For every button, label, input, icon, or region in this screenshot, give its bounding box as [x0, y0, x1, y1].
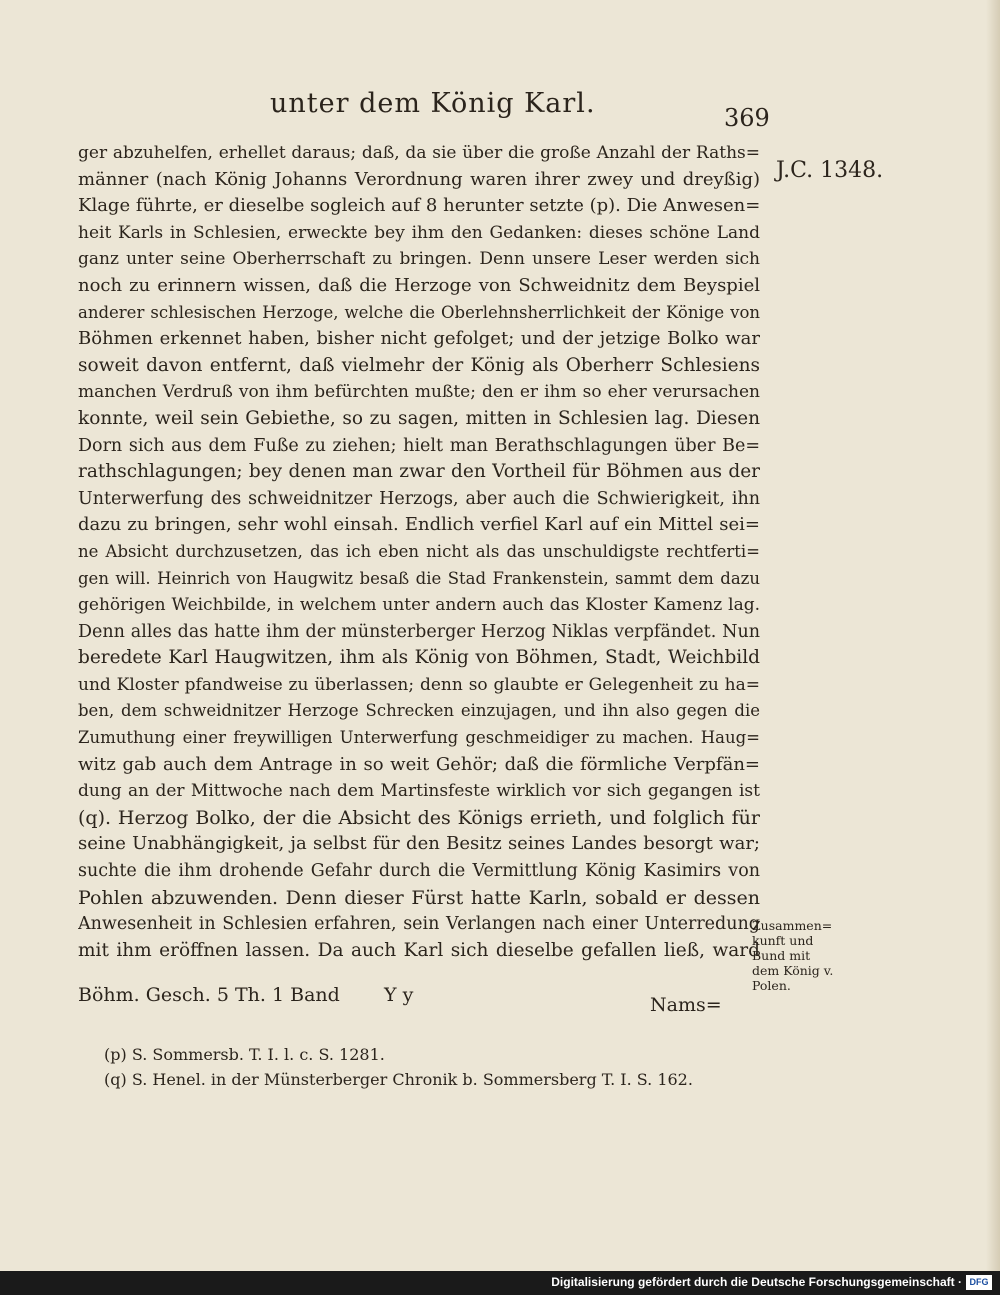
text-line: mit ihm eröffnen lassen. Da auch Karl sich dieselbe gefallen ließ, ward — [78, 939, 760, 961]
text-line: heit Karls in Schlesien, erweckte bey ihm den Gedanken: dieses schöne Land — [78, 222, 760, 243]
text-line: und Kloster pfandweise zu überlassen; denn so glaubte er Gelegenheit zu ha= — [78, 674, 760, 695]
sidenote-line: Bund mit — [752, 948, 811, 963]
funding-credit: Digitalisierung gefördert durch die Deutsche Forschungsgemeinschaft · — [551, 1275, 962, 1289]
sidenote-line: Zusammen= — [752, 918, 833, 933]
sidenote — [752, 918, 852, 993]
dfg-logo: DFG — [966, 1275, 992, 1290]
bottom-bar — [0, 1271, 1000, 1295]
text-line: ben, dem schweidnitzer Herzoge Schrecken einzujagen, und ihn also gegen die — [78, 701, 760, 721]
text-line: manchen Verdruß von ihm befürchten mußte; den er ihm so eher verursachen — [78, 382, 760, 403]
text-line: konnte, weil sein Gebiethe, so zu sagen, mitten in Schlesien lag. Diesen — [78, 407, 760, 429]
sidenote-line: dem König v. — [752, 963, 834, 978]
text-line: Pohlen abzuwenden. Denn dieser Fürst hatte Karln, sobald er dessen — [78, 886, 760, 909]
signature-label: Böhm. Gesch. 5 Th. 1 Band — [78, 984, 340, 1006]
text-line: ger abzuhelfen, erhellet daraus; daß, da sie über die große Anzahl der Raths= — [78, 143, 760, 163]
page-number: 369 — [724, 104, 770, 132]
sidenote-line: Polen. — [752, 978, 791, 993]
margin-year: J.C. 1348. — [776, 158, 884, 183]
text-line: Unterwerfung des schweidnitzer Herzogs, aber auch die Schwierigkeit, ihn — [78, 488, 760, 509]
body-text — [78, 140, 760, 964]
footnote: (p) S. Sommersb. T. I. l. c. S. 1281. — [104, 1045, 385, 1064]
sidenote-line: kunft und — [752, 933, 814, 948]
text-line: beredete Karl Haugwitzen, ihm als König von Böhmen, Stadt, Weichbild — [78, 647, 760, 669]
text-line: Zumuthung einer freywilligen Unterwerfung geschmeidiger zu machen. Haug= — [78, 728, 760, 748]
text-line: suchte die ihm drohende Gefahr durch die Vermittlung König Kasimirs von — [78, 861, 760, 882]
text-line: witz gab auch dem Antrage in so weit Gehör; daß die förmliche Verpfän= — [78, 753, 760, 775]
text-line: soweit davon entfernt, daß vielmehr der König als Oberherr Schlesiens — [78, 354, 760, 376]
text-line: (q). Herzog Bolko, der die Absicht des Königs errieth, und folglich für — [78, 806, 760, 829]
text-line: Denn alles das hatte ihm der münsterberger Herzog Niklas verpfändet. Nun — [78, 621, 760, 642]
text-line: Böhmen erkennet haben, bisher nicht gefolget; und der jetzige Bolko war — [78, 328, 760, 350]
text-line: dazu zu bringen, sehr wohl einsah. Endlich verfiel Karl auf ein Mittel sei= — [78, 514, 760, 536]
text-line: Anwesenheit in Schlesien erfahren, sein Verlangen nach einer Unterredung — [78, 914, 760, 935]
catchword: Nams= — [650, 994, 722, 1016]
text-line: Dorn sich aus dem Fuße zu ziehen; hielt man Berathschlagungen über Be= — [78, 435, 760, 456]
text-line: dung an der Mittwoche nach dem Martinsfeste wirklich vor sich gegangen ist — [78, 781, 760, 802]
running-title: unter dem König Karl. — [270, 88, 596, 119]
text-line: anderer schlesischen Herzoge, welche die Oberlehnsherrlichkeit der Könige von — [78, 302, 760, 322]
text-line: ne Absicht durchzusetzen, das ich eben nicht als das unschuldigste rechtferti= — [78, 541, 760, 561]
text-line: noch zu erinnern wissen, daß die Herzoge von Schweidnitz dem Beyspiel — [78, 274, 760, 296]
text-line: gen will. Heinrich von Haugwitz besaß die Stad Frankenstein, sammt dem dazu — [78, 568, 760, 588]
text-line: rathschlagungen; bey denen man zwar den Vortheil für Böhmen aus der — [78, 461, 760, 483]
signature-mark: Y y — [384, 984, 414, 1006]
text-line: gehörigen Weichbilde, in welchem unter andern auch das Kloster Kamenz lag. — [78, 595, 760, 616]
footnotes — [104, 1042, 724, 1092]
text-line: ganz unter seine Oberherrschaft zu bringen. Denn unsere Leser werden sich — [78, 249, 760, 270]
text-line: seine Unabhängigkeit, ja selbst für den Besitz seines Landes besorgt war; — [78, 833, 760, 855]
text-line: Klage führte, er dieselbe sogleich auf 8 herunter setzte (p). Die Anwesen= — [78, 195, 760, 217]
text-line: männer (nach König Johanns Verordnung waren ihrer zwey und dreyßig) — [78, 168, 760, 190]
signature-row — [78, 984, 722, 1016]
footnote: (q) S. Henel. in der Münsterberger Chronik b. Sommersberg T. I. S. 162. — [104, 1070, 693, 1089]
